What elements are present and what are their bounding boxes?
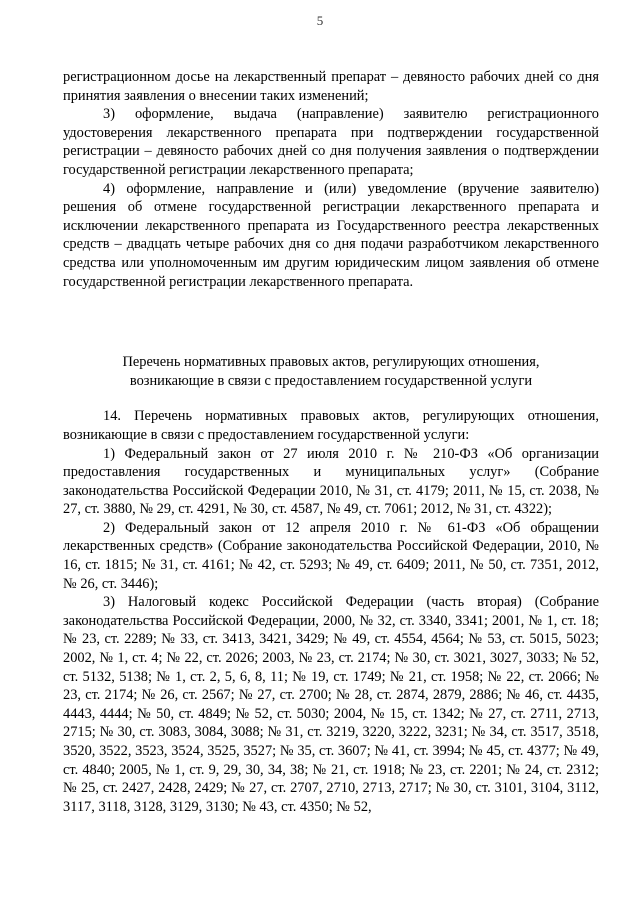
law-item-1: 1) Федеральный закон от 27 июля 2010 г. № 210-ФЗ «Об организации предоставления государственных и муниципальных услуг» (Собрание законодательства Российской Федерации 2010, № 31, ст. 4179; 2011, № 15, ст. 2038, № 27, ст. 3880, № 29, ст. 4291, № 30, ст. 4587, № 49, ст. 7061; 2012, № 31, ст. 4322); <box>63 445 599 518</box>
paragraph-14: 14. Перечень нормативных правовых актов, регулирующих отношения, возникающие в связи с предоставлением государственной услуги: <box>63 408 599 443</box>
paragraph-item-3: 3) оформление, выдача (направление) заявителю регистрационного удостоверения лекарственного препарата при подтверждении государственной регистрации – девяносто рабочих дней со дня получения заявления о подтверждении государственной регистрации лекарственного препарата; <box>63 106 599 178</box>
page-number: 5 <box>316 13 324 28</box>
paragraph-item-4: 4) оформление, направление и (или) уведомление (вручение заявителю) решения об отмене государственной регистрации лекарственного препарата и исключении лекарственного препарата из Государственного реестра лекарственных средств – двадцать четыре рабочих дня со дня подачи разработчиком лекарственного средства или уполномоченным им другим юридическим лицом заявления об отмене государственной регистрации лекарственного препарата. <box>63 180 599 290</box>
law-item-3: 3) Налоговый кодекс Российской Федерации (часть вторая) (Собрание законодательства Российской Федерации, 2000, № 32, ст. 3340, 3341; 2001, № 1, ст. 18; № 23, ст. 2289; № 33, ст. 3413, 3421, 3429; № 49, ст. 4554, 4564; № 53, ст. 5015, 5023; 2002, № 1, ст. 4; № 22, ст. 2026; 2003, № 23, ст. 2174; № 30, ст. 3021, 3027, 3033; № 52, ст. 5132, 5138; № 1, ст. 2, 5, 6, 8, 11; № 19, ст. 1749; № 21, ст. 1958; № 22, ст. 2066; № 23, ст. 2174; № 26, ст. 2567; № 27, ст. 2700; № 28, ст. 2874, 2879, 2886; № 46, ст. 4435, 4443, 4444; № 50, ст. 4849; № 52, ст. 5030; 2004, № 15, ст. 1342; № 27, ст. 2711, 2713, 2715; № 30, ст. 3083, 3084, 3088; № 31, ст. 3219, 3220, 3222, 3231; № 34, ст. 3517, 3518, 3520, 3522, 3523, 3524, 3525, 3527; № 35, ст. 3607; № 41, ст. 3994; № 45, ст. 4377; № 49, ст. 4840; 2005, № 1, ст. 9, 29, 30, 34, 38; № 21, ст. 1918; № 23, ст. 2201; № 24, ст. 2312; № 25, ст. 2427, 2428, 2429; № 27, ст. 2707, 2710, 2713, 2717; № 30, ст. 3101, 3104, 3112, 3117, 3118, 3128, 3129, 3130; № 43, ст. 4350; № 52, <box>63 594 599 815</box>
section-heading-line-1: Перечень нормативных правовых актов, регулирующих отношения, <box>122 354 540 371</box>
law-item-2: 2) Федеральный закон от 12 апреля 2010 г. № 61-ФЗ «Об обращении лекарственных средств» (Собрание законодательства Российской Федерации, 2010, № 16, ст. 1815; № 31, ст. 4161; № 42, ст. 5293; № 49, ст. 6409; 2011, № 50, ст. 7351, 2012, № 26, ст. 3446); <box>63 519 599 592</box>
section-spacer <box>63 291 599 353</box>
section-heading-line-2: возникающие в связи с предоставлением государственной услуги <box>129 372 533 389</box>
document-body <box>63 68 599 816</box>
paragraph-continuation: регистрационном досье на лекарственный препарат – девяносто рабочих дней со дня принятия заявления о внесении таких изменений; <box>63 69 599 104</box>
